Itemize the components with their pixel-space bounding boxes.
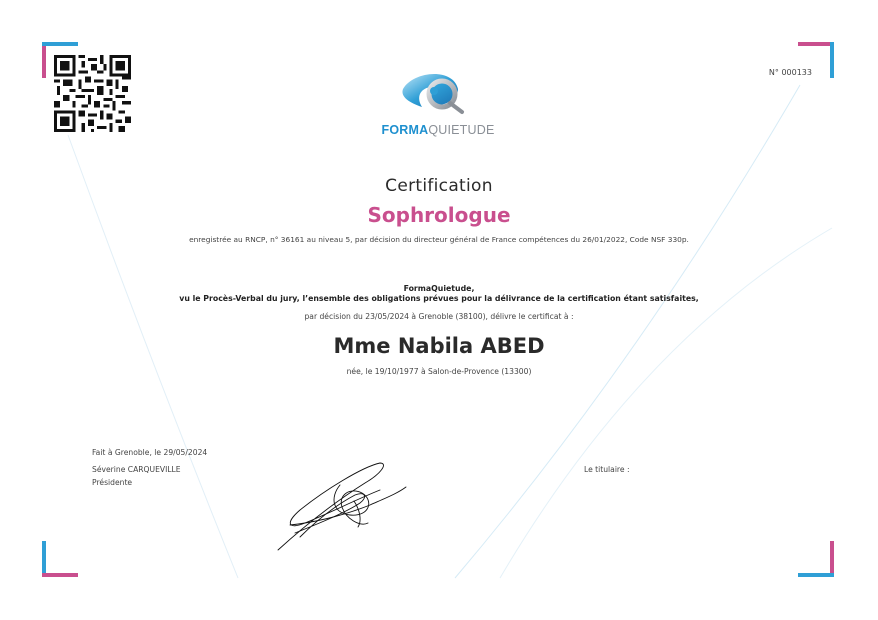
corner-bottom-right (798, 541, 836, 579)
qr-code-icon[interactable] (54, 55, 131, 132)
brand-part2: QUIETUDE (428, 123, 495, 137)
signature-image (270, 455, 415, 555)
place-date: Fait à Grenoble, le 29/05/2024 (92, 448, 208, 457)
recipient-name: Mme Nabila ABED (333, 334, 545, 358)
certificate-number: N° 000133 (768, 68, 812, 77)
brand-part1: FORMA (381, 123, 429, 137)
signatory-role: Présidente (92, 478, 133, 487)
rncp-statement: enregistrée au RNCP, n° 36161 au niveau 5, par décision du directeur général de France compétences du 26/01/2022, Code NSF 330p. (189, 235, 689, 244)
corner-bottom-left (42, 541, 80, 579)
holder-label: Le titulaire : (584, 465, 630, 474)
organization-name: FormaQuietude, (403, 284, 475, 293)
jury-statement: vu le Procès-Verbal du jury, l’ensemble des obligations prévues pour la délivrance de la certification étant satisfaites, (179, 294, 699, 303)
birth-details: née, le 19/10/1977 à Salon-de-Provence (13300) (346, 367, 532, 376)
decision-statement: par décision du 23/05/2024 à Grenoble (38100), délivre le certificat à : (304, 312, 574, 321)
formaquietude-logo (358, 67, 518, 142)
svg-text:FORMAQUIETUDE (381, 123, 494, 137)
certificate-title: Certification (385, 176, 493, 196)
certification-name: Sophrologue (367, 203, 511, 227)
signatory-name: Séverine CARQUEVILLE (92, 465, 181, 474)
